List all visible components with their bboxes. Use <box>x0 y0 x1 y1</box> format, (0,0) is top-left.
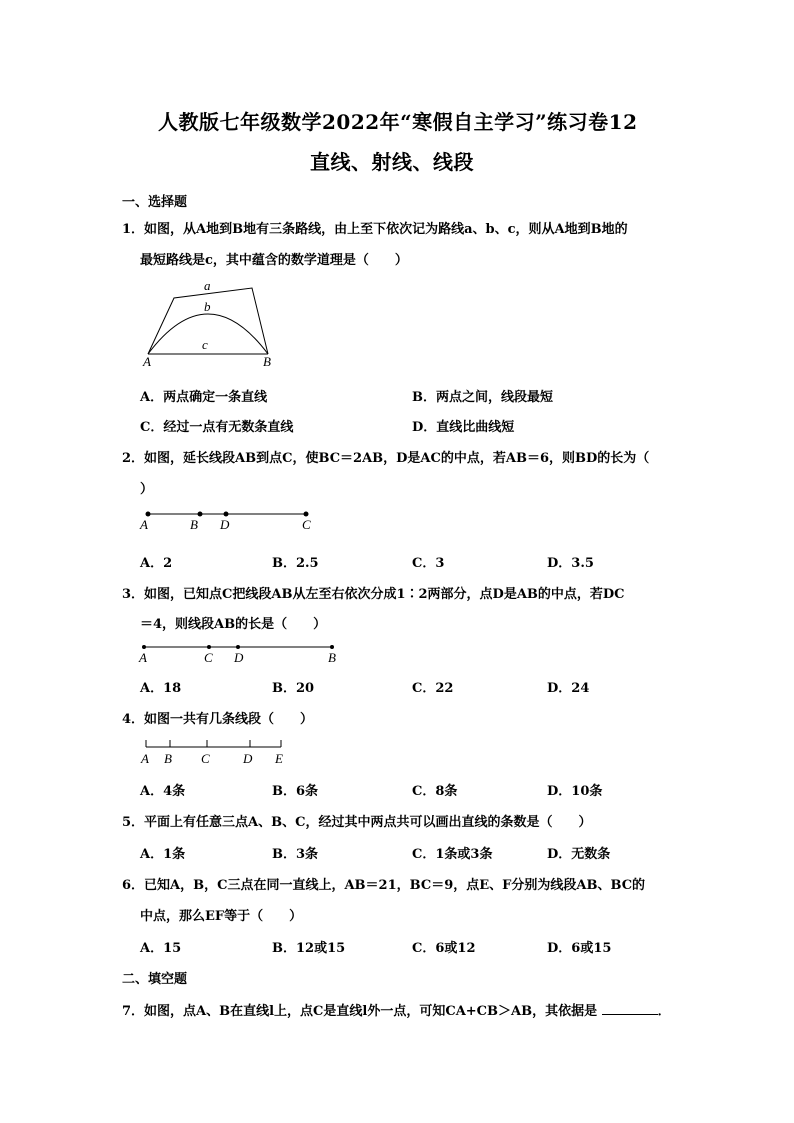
q4-option-d[interactable]: D．10条 <box>547 784 603 799</box>
q4-option-a[interactable]: A．4条 <box>140 784 186 799</box>
label-C: C <box>201 751 210 766</box>
point-C <box>304 512 309 517</box>
label-A: A <box>143 354 151 369</box>
label-E: E <box>275 751 283 766</box>
q6-option-d[interactable]: D．6或15 <box>547 941 612 956</box>
section-heading-choice: 一、选择题 <box>122 195 188 210</box>
q2-option-c[interactable]: C．3 <box>412 556 445 571</box>
label-a: a <box>204 278 211 293</box>
q3-option-d[interactable]: D．24 <box>547 681 590 696</box>
point-C <box>207 645 211 649</box>
question-3-figure <box>138 640 348 668</box>
question-4-line-1: 4．如图一共有几条线段（ ） <box>122 712 314 727</box>
point-B <box>198 512 203 517</box>
question-4-figure <box>140 736 295 768</box>
q3-option-a[interactable]: A．18 <box>140 681 182 696</box>
q1-option-a[interactable]: A．两点确定一条直线 <box>140 390 268 405</box>
q6-option-a[interactable]: A．15 <box>140 941 182 956</box>
route-a <box>148 288 268 354</box>
question-7-line-1 <box>122 1000 671 1019</box>
q1-option-d[interactable]: D．直线比曲线短 <box>412 420 515 435</box>
answer-blank[interactable] <box>602 1002 658 1015</box>
q6-option-b[interactable]: B．12或15 <box>272 941 346 956</box>
label-A: A <box>139 650 147 665</box>
q5-option-b[interactable]: B．3条 <box>272 847 319 862</box>
q3-option-b[interactable]: B．20 <box>272 681 315 696</box>
label-B: B <box>190 517 198 532</box>
label-B: B <box>263 354 271 369</box>
label-B: B <box>328 650 336 665</box>
label-C: C <box>204 650 213 665</box>
label-D: D <box>220 517 230 532</box>
point-B <box>330 645 334 649</box>
label-A: A <box>141 751 149 766</box>
label-C: C <box>302 517 311 532</box>
question-5-line-1: 5．平面上有任意三点A、B、C，经过其中两点共可以画出直线的条数是（ ） <box>122 815 592 830</box>
q2-option-d[interactable]: D．3.5 <box>547 556 594 571</box>
point-D <box>224 512 229 517</box>
section-heading-fill-in: 二、填空题 <box>122 972 188 987</box>
question-7-text: 7．如图，点A、B在直线l上，点C是直线l外一点，可知CA+CB＞AB，其依据是 <box>122 1004 598 1019</box>
question-7-tail: ． <box>657 1004 671 1019</box>
route-b <box>148 314 268 354</box>
q3-option-c[interactable]: C．22 <box>412 681 454 696</box>
q1-option-c[interactable]: C．经过一点有无数条直线 <box>140 420 294 435</box>
label-A: A <box>140 517 148 532</box>
label-c: c <box>202 337 208 352</box>
q1-option-b[interactable]: B．两点之间，线段最短 <box>412 390 553 405</box>
title-line-2: 直线、射线、线段 <box>310 150 474 174</box>
q5-option-a[interactable]: A．1条 <box>140 847 186 862</box>
question-2-line-1: 2．如图，延长线段AB到点C，使BC＝2AB，D是AC的中点，若AB＝6，则BD的长为（ <box>122 451 650 466</box>
q4-option-c[interactable]: C．8条 <box>412 784 458 799</box>
question-2-line-2: ） <box>140 482 154 497</box>
question-6-line-1: 6．已知A，B，C三点在同一直线上，AB＝21，BC＝9，点E、F分别为线段AB、BC的 <box>122 878 646 893</box>
label-D: D <box>234 650 244 665</box>
question-1-figure <box>140 278 290 370</box>
question-2-figure <box>138 505 318 535</box>
point-A <box>142 645 146 649</box>
label-b: b <box>204 299 211 314</box>
point-D <box>236 645 240 649</box>
q2-option-b[interactable]: B．2.5 <box>272 556 319 571</box>
q6-option-c[interactable]: C．6或12 <box>412 941 476 956</box>
question-3-line-2: ＝4，则线段AB的长是（ ） <box>140 617 327 632</box>
q5-option-d[interactable]: D．无数条 <box>547 847 611 862</box>
q2-option-a[interactable]: A．2 <box>140 556 173 571</box>
label-B: B <box>164 751 172 766</box>
question-6-line-2: 中点，那么EF等于（ ） <box>140 909 303 924</box>
question-3-line-1: 3．如图，已知点C把线段AB从左至右依次分成1∶2两部分，点D是AB的中点，若DC <box>122 587 625 602</box>
q5-option-c[interactable]: C．1条或3条 <box>412 847 493 862</box>
q4-option-b[interactable]: B．6条 <box>272 784 319 799</box>
title-line-1: 人教版七年级数学2022年“寒假自主学习”练习卷12 <box>158 110 638 134</box>
question-1-line-2: 最短路线是c，其中蕴含的数学道理是（ ） <box>140 253 408 268</box>
label-D: D <box>243 751 253 766</box>
question-1-line-1: 1．如图，从A地到B地有三条路线，由上至下依次记为路线a、b、c，则从A地到B地的 <box>122 222 628 237</box>
point-A <box>146 512 151 517</box>
